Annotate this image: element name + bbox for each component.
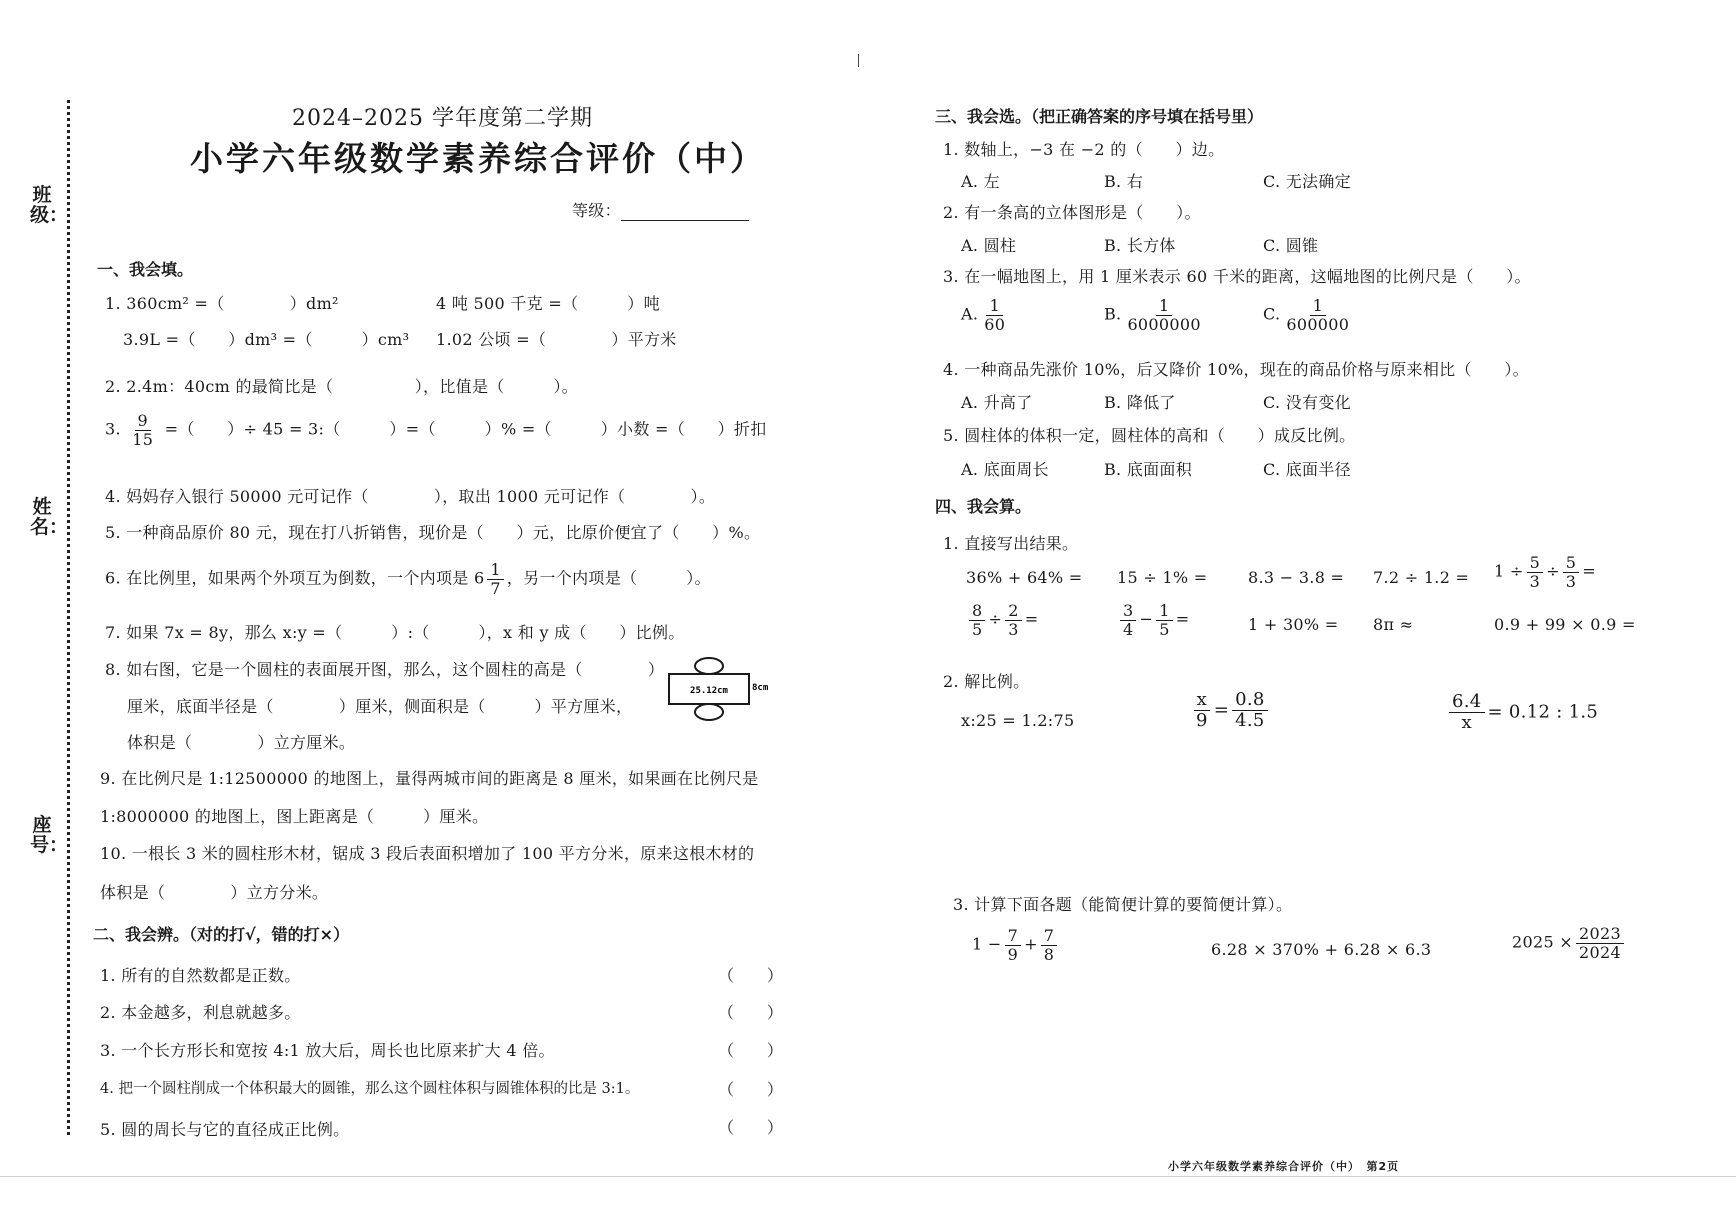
s3-q5: 5. 圆柱体的体积一定，圆柱体的高和（ ）成反比例。 — [943, 426, 1356, 445]
s3-q2-opt-c: C. 圆锥 — [1263, 236, 1319, 255]
s3-q3: 3. 在一幅地图上，用 1 厘米表示 60 千米的距离，这幅地图的比例尺是（ ）。 — [943, 267, 1531, 286]
s4-part-2: 2. 解比例。 — [943, 672, 1030, 691]
s4-calc-2: 6.28 × 370% + 6.28 × 6.3 — [1211, 940, 1432, 959]
s3-q3-opt-a: A. $\frac{1}{60}$ — [961, 296, 1006, 334]
grade-blank[interactable] — [621, 204, 749, 221]
s4-part-1: 1. 直接写出结果。 — [943, 534, 1079, 553]
s3-q5-opt-c: C. 底面半径 — [1263, 460, 1351, 479]
section-3-heading: 三、我会选。（把正确答案的序号填在括号里） — [935, 107, 1264, 126]
s3-q2-opt-a: A. 圆柱 — [961, 236, 1017, 255]
s4-part-3: 3. 计算下面各题（能简便计算的要简便计算）。 — [953, 895, 1293, 914]
s2-item-2: 2. 本金越多，利息就越多。 — [100, 1003, 301, 1022]
s2-item-5: 5. 圆的周长与它的直径成正比例。 — [100, 1120, 350, 1139]
s2-answer-bracket-1[interactable]: （ ） — [718, 966, 784, 985]
top-circle — [695, 658, 723, 674]
s1-q4: 4. 妈妈存入银行 50000 元可记作（ ），取出 1000 元可记作（ ）。 — [105, 487, 716, 506]
page-title: 小学六年级数学素养综合评价（中） — [190, 139, 766, 178]
s3-q2: 2. 有一条高的立体图形是（ ）。 — [943, 203, 1201, 222]
s1-q7: 7. 如果 7x = 8y，那么 x:y =（ ）:（ ），x 和 y 成（ ）比例。 — [105, 623, 685, 642]
s1-q1d: 1.02 公顷 =（ ）平方米 — [436, 330, 677, 349]
term-title: 2024–2025 学年度第二学期 — [292, 106, 593, 131]
s1-q8b: 厘米，底面半径是（ ）厘米，侧面积是（ ）平方厘米， — [127, 697, 633, 716]
s1-q1c: 3.9L =（ ）dm³ =（ ）cm³ — [123, 330, 410, 349]
s1-q3: 3. $\frac{9}{15}$ =（ ）÷ 45 = 3:（ ）=（ ）% =（ ）小数 =（ ）折扣 — [105, 411, 767, 449]
section-1-heading: 一、我会填。 — [97, 260, 194, 279]
s3-q4-opt-c: C. 没有变化 — [1263, 393, 1351, 412]
s3-q1-opt-c: C. 无法确定 — [1263, 172, 1351, 191]
s3-q4: 4. 一种商品先涨价 10%，后又降价 10%，现在的商品价格与原来相比（ ）。 — [943, 360, 1529, 379]
s2-item-4: 4. 把一个圆柱削成一个体积最大的圆锥，那么这个圆柱体积与圆锥体积的比是 3:1。 — [100, 1081, 640, 1097]
section-2-heading: 二、我会辨。（对的打√，错的打×） — [93, 925, 350, 944]
s3-q1-opt-a: A. 左 — [961, 172, 1000, 191]
s1-q6: 6. 在比例里，如果两个外项互为倒数，一个内项是 6 $\frac{1}{7}$ ，另一个内项是（ ）。 — [105, 560, 711, 598]
s4-r1-3: 8.3 − 3.8 = — [1248, 568, 1345, 587]
fold-mark — [858, 54, 859, 67]
cylinder-net-figure — [668, 656, 794, 726]
s3-q1-opt-b: B. 右 — [1104, 172, 1144, 191]
s4-calc-1: 1 − $\frac{7}{9}$ + $\frac{7}{8}$ — [972, 927, 1060, 963]
s1-q1b: 4 吨 500 千克 =（ ）吨 — [436, 294, 660, 313]
s4-r1-2: 15 ÷ 1% = — [1117, 568, 1208, 587]
s4-r2-3: 1 + 30% = — [1248, 615, 1339, 634]
s1-q5: 5. 一种商品原价 80 元，现在打八折销售，现价是（ ）元，比原价便宜了（ ）%。 — [105, 523, 761, 542]
s3-q3-opt-b: B. $\frac{1}{6000000}$ — [1104, 296, 1201, 334]
s2-answer-bracket-5[interactable]: （ ） — [718, 1118, 784, 1137]
s1-q2: 2. 2.4m：40cm 的最简比是（ ），比值是（ ）。 — [105, 377, 579, 396]
s1-q8a: 8. 如右图，它是一个圆柱的表面展开图，那么，这个圆柱的高是（ ） — [105, 660, 665, 679]
seat-label: 座号： — [30, 814, 69, 856]
s1-q9a: 9. 在比例尺是 1:12500000 的地图上，量得两城市间的距离是 8 厘米，如果画在比例尺是 — [100, 769, 759, 788]
name-label: 姓名： — [30, 496, 69, 538]
class-label: 班级： — [30, 184, 69, 226]
s4-r2-4: 8π ≈ — [1373, 615, 1414, 634]
s3-q5-opt-a: A. 底面周长 — [961, 460, 1049, 479]
width-label: 25.12cm — [690, 686, 728, 696]
s4-r1-1: 36% + 64% = — [966, 568, 1083, 587]
s2-item-3: 3. 一个长方形长和宽按 4:1 放大后，周长也比原来扩大 4 倍。 — [100, 1041, 555, 1060]
s4-r2-5: 0.9 + 99 × 0.9 = — [1494, 615, 1636, 634]
s1-q6-fraction: $\frac{1}{7}$ — [487, 561, 503, 597]
s1-q10a: 10. 一根长 3 米的圆柱形木材，锯成 3 段后表面积增加了 100 平方分米，原来这根木材的 — [100, 844, 755, 863]
section-4-heading: 四、我会算。 — [935, 497, 1032, 516]
s3-q1: 1. 数轴上，−3 在 −2 的（ ）边。 — [943, 140, 1225, 159]
s4-r1-5: 1 ÷ $\frac{5}{3}$ ÷ $\frac{5}{3}$ = — [1494, 553, 1596, 591]
s4-calc-3: 2025 × $\frac{2023}{2024}$ — [1512, 925, 1627, 961]
s3-q4-opt-b: B. 降低了 — [1104, 393, 1176, 412]
bottom-rule — [0, 1176, 1736, 1177]
bottom-circle — [695, 704, 723, 720]
s3-q3-opt-c: C. $\frac{1}{600000}$ — [1263, 296, 1350, 334]
grade-label: 等级： — [572, 201, 621, 220]
s1-q8c: 体积是（ ）立方厘米。 — [127, 733, 356, 752]
s2-answer-bracket-3[interactable]: （ ） — [718, 1041, 784, 1060]
s2-answer-bracket-2[interactable]: （ ） — [718, 1003, 784, 1022]
s4-r2-2: $\frac{3}{4}$ − $\frac{1}{5}$ = — [1117, 602, 1189, 638]
s3-q5-opt-b: B. 底面面积 — [1104, 460, 1193, 479]
s2-answer-bracket-4[interactable]: （ ） — [718, 1080, 784, 1099]
s1-q1a: 1. 360cm² =（ ）dm² — [105, 294, 339, 313]
page-footer: 小学六年级数学素养综合评价（中） 第2页 — [1168, 1160, 1400, 1173]
s4-eq-1: x:25 = 1.2:75 — [961, 711, 1075, 730]
s1-q3-fraction: $\frac{9}{15}$ — [132, 411, 154, 449]
s4-r2-1: $\frac{8}{5}$ ÷ $\frac{2}{3}$ = — [966, 602, 1038, 638]
s3-q4-opt-a: A. 升高了 — [961, 393, 1033, 412]
height-label: 8cm — [752, 683, 769, 693]
s3-q2-opt-b: B. 长方体 — [1104, 236, 1176, 255]
s4-eq-3: $\frac{6.4}{x}$ = 0.12 : 1.5 — [1446, 692, 1598, 733]
s1-q10b: 体积是（ ）立方分米。 — [100, 883, 329, 902]
s4-r1-4: 7.2 ÷ 1.2 = — [1373, 568, 1470, 587]
s1-q9b: 1:8000000 的地图上，图上距离是（ ）厘米。 — [100, 807, 489, 826]
s2-item-1: 1. 所有的自然数都是正数。 — [100, 966, 301, 985]
s4-eq-2: $\frac{x}{9}$ = $\frac{0.8}{4.5}$ — [1190, 690, 1271, 731]
binding-line — [67, 100, 70, 1135]
grade-field — [572, 198, 749, 221]
